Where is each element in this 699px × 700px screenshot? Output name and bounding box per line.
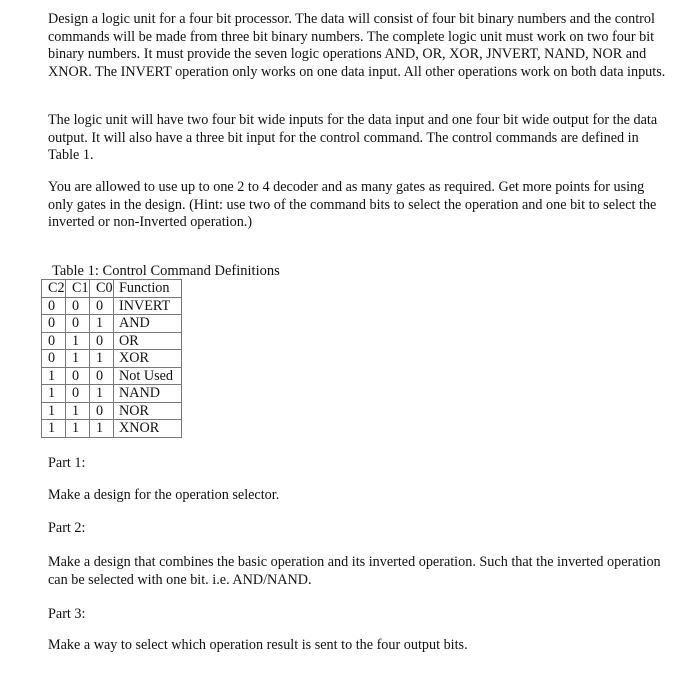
cell-c2: 1 xyxy=(42,420,66,438)
table-row xyxy=(42,402,182,420)
part1-heading: Part 1: xyxy=(48,455,86,471)
part2-heading: Part 2: xyxy=(48,520,86,536)
cell-c0: 0 xyxy=(90,297,114,315)
cell-c0: 0 xyxy=(90,402,114,420)
cell-c2: 0 xyxy=(42,315,66,333)
cell-c0: 1 xyxy=(90,385,114,403)
cell-c0: 0 xyxy=(90,332,114,350)
table-row xyxy=(42,350,182,368)
cell-c2: 0 xyxy=(42,297,66,315)
header-c1: C1 xyxy=(66,280,90,298)
constraints-paragraph: You are allowed to use up to one 2 to 4 decoder and as many gates as required. Get more points for using only gates in the design. (Hint: use two of the command bits to select the operation and one bit to select the inverted or non-Inverted operation.) xyxy=(48,179,657,230)
cell-c1: 0 xyxy=(66,385,90,403)
cell-c1: 1 xyxy=(66,420,90,438)
table-row xyxy=(42,332,182,350)
table-row xyxy=(42,385,182,403)
table-row xyxy=(42,315,182,333)
cell-c1: 0 xyxy=(66,367,90,385)
intro-paragraph: Design a logic unit for a four bit processor. The data will consist of four bit binary numbers and the control commands will be made from three bit binary numbers. The complete logic unit must work on two four bit binary numbers. It must provide the seven logic operations AND, OR, XOR, JNVERT, NAND, NOR and XNOR. The INVERT operation only works on one data input. All other operations work on both data inputs. xyxy=(48,11,666,80)
cell-c1: 0 xyxy=(66,297,90,315)
cell-c1: 1 xyxy=(66,350,90,368)
cell-c2: 0 xyxy=(42,332,66,350)
part3-heading: Part 3: xyxy=(48,606,86,622)
table-row xyxy=(42,367,182,385)
control-command-table xyxy=(41,279,182,438)
cell-c2: 1 xyxy=(42,367,66,385)
part2-body: Make a design that combines the basic operation and its inverted operation. Such that the inverted operation can be selected with one bit. i.e. AND/NAND. xyxy=(48,554,661,588)
header-c2: C2 xyxy=(42,280,66,298)
header-c0: C0 xyxy=(90,280,114,298)
io-description-paragraph: The logic unit will have two four bit wide inputs for the data input and one four bit wide output for the data output. It will also have a three bit input for the control command. The control commands are defined in Table 1. xyxy=(48,112,658,163)
cell-c2: 0 xyxy=(42,350,66,368)
cell-function: OR xyxy=(114,332,182,350)
cell-function: XNOR xyxy=(114,420,182,438)
cell-function: AND xyxy=(114,315,182,333)
cell-c2: 1 xyxy=(42,402,66,420)
cell-c1: 1 xyxy=(66,332,90,350)
cell-c1: 0 xyxy=(66,315,90,333)
cell-function: NOR xyxy=(114,402,182,420)
table-caption: Table 1: Control Command Definitions xyxy=(52,263,280,279)
cell-c0: 1 xyxy=(90,420,114,438)
part1-body: Make a design for the operation selector. xyxy=(48,487,280,503)
cell-c1: 1 xyxy=(66,402,90,420)
cell-function: NAND xyxy=(114,385,182,403)
cell-function: XOR xyxy=(114,350,182,368)
cell-c0: 0 xyxy=(90,367,114,385)
cell-c0: 1 xyxy=(90,315,114,333)
table-row xyxy=(42,420,182,438)
cell-c0: 1 xyxy=(90,350,114,368)
header-function: Function xyxy=(114,280,182,298)
part3-body: Make a way to select which operation result is sent to the four output bits. xyxy=(48,637,468,653)
cell-function: Not Used xyxy=(114,367,182,385)
cell-function: INVERT xyxy=(114,297,182,315)
table-header-row xyxy=(42,280,182,298)
cell-c2: 1 xyxy=(42,385,66,403)
table-row xyxy=(42,297,182,315)
